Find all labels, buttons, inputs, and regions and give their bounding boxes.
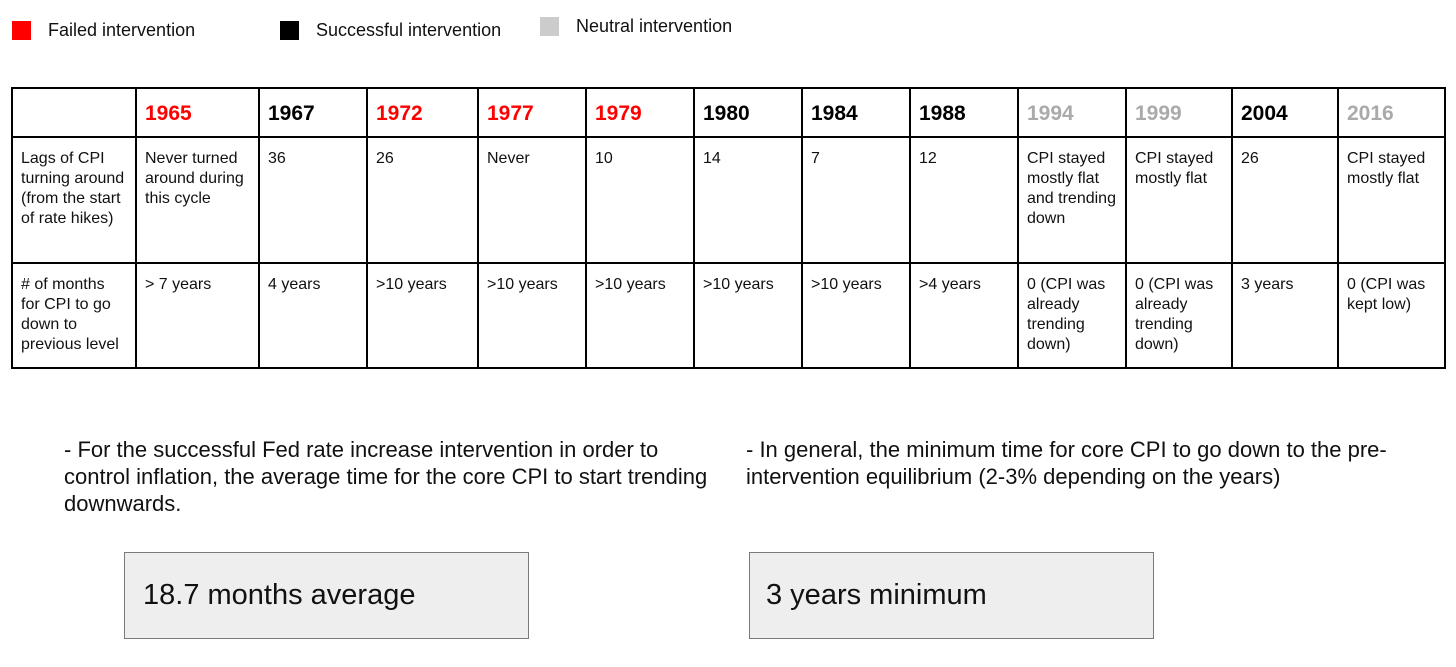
- year-header-1979: 1979: [586, 88, 694, 137]
- lag-cell-1972: 26: [367, 137, 478, 263]
- months-row: [12, 263, 1445, 368]
- months-cell-1967: 4 years: [259, 263, 367, 368]
- year-header-2016: 2016: [1338, 88, 1445, 137]
- lag-cell-1999: CPI stayed mostly flat: [1126, 137, 1232, 263]
- lag-cell-1965: Never turned around during this cycle: [136, 137, 259, 263]
- note-average-lag: - For the successful Fed rate increase intervention in order to control inflation, the average time for the core CPI to start trending downwards.: [64, 437, 708, 516]
- year-header-1977: 1977: [478, 88, 586, 137]
- legend-label-successful: Successful intervention: [316, 20, 502, 40]
- year-header-2004: 2004: [1232, 88, 1338, 137]
- lag-cell-2004: 26: [1232, 137, 1338, 263]
- legend-item-neutral: [540, 16, 732, 37]
- summary-box-average: [124, 552, 529, 639]
- legend-label-failed: Failed intervention: [48, 20, 196, 40]
- cpi-intervention-table: [11, 87, 1446, 369]
- year-header-1965: 1965: [136, 88, 259, 137]
- months-cell-1979: >10 years: [586, 263, 694, 368]
- note-minimum-time: - In general, the minimum time for core CPI to go down to the pre-intervention equilibrium (2-3% depending on the years): [746, 437, 1387, 489]
- lag-cell-2016: CPI stayed mostly flat: [1338, 137, 1445, 263]
- months-cell-2004: 3 years: [1232, 263, 1338, 368]
- months-cell-1977: >10 years: [478, 263, 586, 368]
- months-cell-1965: > 7 years: [136, 263, 259, 368]
- row-label-months: # of months for CPI to go down to previous level: [12, 263, 136, 368]
- lag-cell-1977: Never: [478, 137, 586, 263]
- months-cell-1999: 0 (CPI was already trending down): [1126, 263, 1232, 368]
- legend-item-successful: [280, 20, 501, 41]
- year-header-1980: 1980: [694, 88, 802, 137]
- months-cell-1984: >10 years: [802, 263, 910, 368]
- year-header-1999: 1999: [1126, 88, 1232, 137]
- summary-minimum-text: 3 years minimum: [766, 579, 987, 611]
- year-header-1988: 1988: [910, 88, 1018, 137]
- legend-item-failed: [12, 20, 195, 41]
- legend-swatch-successful: [280, 21, 299, 40]
- months-cell-1980: >10 years: [694, 263, 802, 368]
- legend-label-neutral: Neutral intervention: [576, 16, 733, 36]
- summary-box-minimum: [749, 552, 1154, 639]
- year-header-1994: 1994: [1018, 88, 1126, 137]
- months-cell-1972: >10 years: [367, 263, 478, 368]
- months-cell-1988: >4 years: [910, 263, 1018, 368]
- year-header-1967: 1967: [259, 88, 367, 137]
- year-header-row: [12, 88, 1445, 137]
- lag-cell-1980: 14: [694, 137, 802, 263]
- lag-cell-1994: CPI stayed mostly flat and trending down: [1018, 137, 1126, 263]
- lag-cell-1967: 36: [259, 137, 367, 263]
- months-cell-1994: 0 (CPI was already trending down): [1018, 263, 1126, 368]
- legend-swatch-failed: [12, 21, 31, 40]
- corner-cell: [12, 88, 136, 137]
- lag-row: [12, 137, 1445, 263]
- year-header-1984: 1984: [802, 88, 910, 137]
- lag-cell-1988: 12: [910, 137, 1018, 263]
- row-label-lag: Lags of CPI turning around (from the start of rate hikes): [12, 137, 136, 263]
- months-cell-2016: 0 (CPI was kept low): [1338, 263, 1445, 368]
- year-header-1972: 1972: [367, 88, 478, 137]
- lag-cell-1979: 10: [586, 137, 694, 263]
- legend-swatch-neutral: [540, 17, 559, 36]
- summary-average-text: 18.7 months average: [143, 579, 416, 611]
- lag-cell-1984: 7: [802, 137, 910, 263]
